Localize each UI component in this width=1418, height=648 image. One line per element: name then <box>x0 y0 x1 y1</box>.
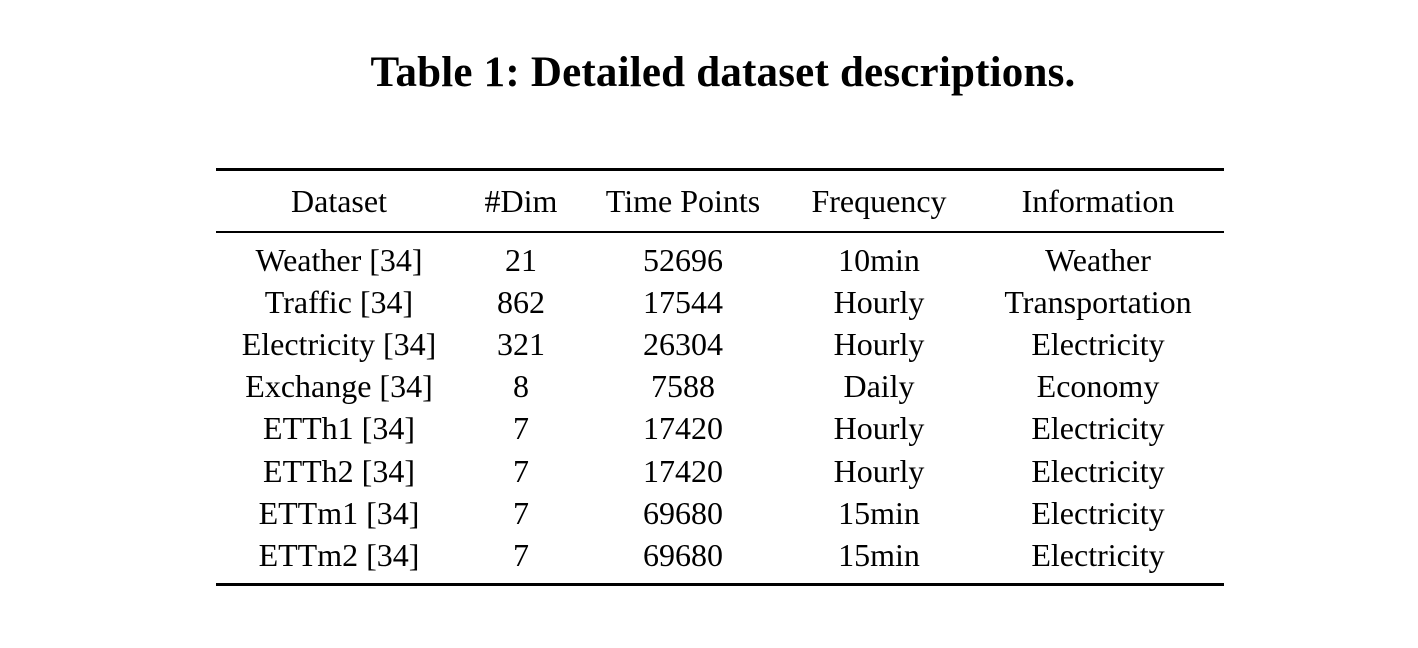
cell-dim: 321 <box>497 325 545 362</box>
cell-dataset: ETTh2 [34] <box>263 452 415 489</box>
cell-dim: 7 <box>513 494 529 531</box>
cell-time-points: 69680 <box>643 536 723 573</box>
cell-information: Electricity <box>1031 325 1165 362</box>
cell-dataset: Traffic [34] <box>264 283 414 320</box>
cell-information: Electricity <box>1031 536 1165 573</box>
cell-time-points: 17544 <box>643 283 723 320</box>
table-row <box>216 534 1224 584</box>
table-header <box>216 170 1224 233</box>
table-row <box>216 281 1224 323</box>
header-row <box>216 170 1224 233</box>
cell-information: Electricity <box>1031 410 1165 447</box>
table-row <box>216 408 1224 450</box>
cell-dataset: Weather [34] <box>255 241 423 278</box>
cell-dataset: ETTh1 [34] <box>263 410 415 447</box>
header-time-points: Time Points <box>605 182 761 219</box>
cell-information: Electricity <box>1031 494 1165 531</box>
cell-frequency: Hourly <box>833 452 925 489</box>
cell-dataset: ETTm2 [34] <box>258 536 420 573</box>
cell-time-points: 17420 <box>643 410 723 447</box>
cell-time-points: 69680 <box>643 494 723 531</box>
header-dataset: Dataset <box>291 182 387 219</box>
cell-frequency: Daily <box>843 368 915 405</box>
cell-information: Electricity <box>1031 452 1165 489</box>
cell-dataset: Electricity [34] <box>241 325 437 362</box>
cell-dim: 7 <box>513 452 529 489</box>
cell-frequency: Hourly <box>833 283 925 320</box>
cell-time-points: 7588 <box>651 368 715 405</box>
dataset-table <box>216 168 1224 586</box>
cell-information: Weather <box>1045 241 1151 278</box>
dataset-table-container <box>216 168 1224 586</box>
header-dim: #Dim <box>484 182 558 219</box>
table-row <box>216 232 1224 281</box>
cell-frequency: 15min <box>838 536 920 573</box>
table-row <box>216 450 1224 492</box>
table-body <box>216 232 1224 584</box>
cell-dim: 7 <box>513 536 529 573</box>
cell-frequency: Hourly <box>833 325 925 362</box>
cell-time-points: 26304 <box>643 325 723 362</box>
cell-dim: 8 <box>513 368 529 405</box>
cell-frequency: Hourly <box>833 410 925 447</box>
cell-information: Economy <box>1036 368 1160 405</box>
cell-time-points: 52696 <box>643 241 723 278</box>
cell-frequency: 15min <box>838 494 920 531</box>
cell-dim: 862 <box>497 283 545 320</box>
cell-dataset: ETTm1 [34] <box>258 494 420 531</box>
table-row <box>216 323 1224 365</box>
cell-frequency: 10min <box>838 241 920 278</box>
table-row <box>216 492 1224 534</box>
table-row <box>216 366 1224 408</box>
cell-information: Transportation <box>1004 283 1192 320</box>
cell-dataset: Exchange [34] <box>245 368 433 405</box>
header-frequency: Frequency <box>811 182 947 219</box>
cell-time-points: 17420 <box>643 452 723 489</box>
cell-dim: 7 <box>513 410 529 447</box>
header-information: Information <box>1021 182 1175 219</box>
table-caption: Table 1: Detailed dataset descriptions. <box>370 49 1076 96</box>
cell-dim: 21 <box>505 241 537 278</box>
